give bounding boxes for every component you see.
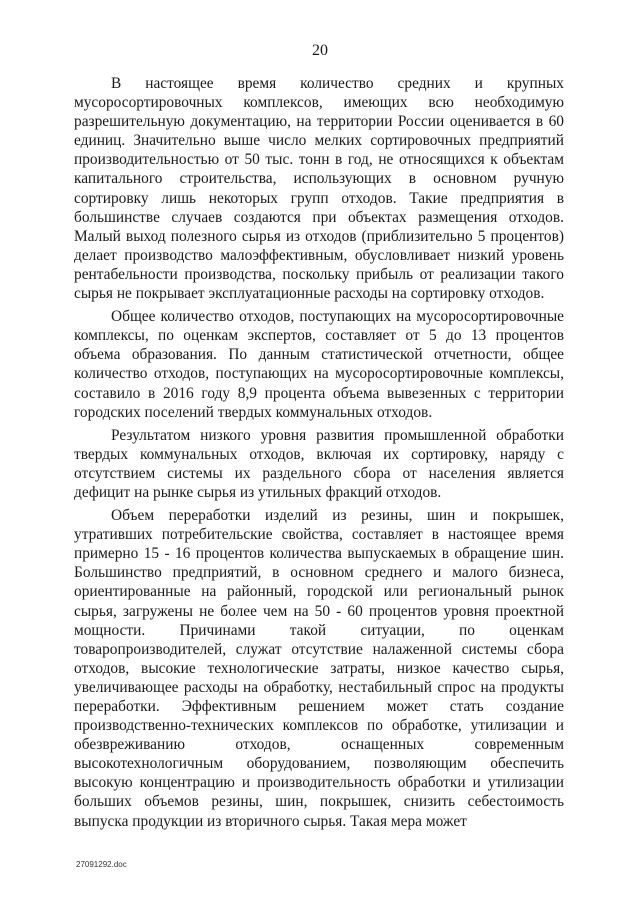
document-body (74, 74, 564, 835)
paragraph-raw-material-deficit: Результатом низкого уровня развития промышленной обработки твердых коммунальных отходов, включая их сортировку, наряду с отсутствием системы их раздельного сбора от населения является дефицит на рынке сырья из утильных фракций отходов. (74, 426, 564, 501)
paragraph-waste-sorting-complexes: В настоящее время количество средних и крупных мусоросортировочных комплексов, имеющих всю необходимую разрешительную документацию, на территории России оценивается в 60 единиц. Значительно выше число мелких сортировочных предприятий производительностью от 50 тыс. тонн в год, не относящихся к объектам капитального строительства, использующих в основном ручную сортировку лишь некоторых групп отходов. Такие предприятия в большинстве случаев создаются при объектах размещения отходов. Малый выход полезного сырья из отходов (приблизительно 5 процентов) делает производство малоэффективным, обусловливает низкий уровень рентабельности производства, поскольку прибыль от реализации такого сырья не покрывает эксплуатационные расходы на сортировку отходов. (74, 75, 564, 303)
paragraph-waste-volume-statistics: Общее количество отходов, поступающих на мусоросортировочные комплексы, по оценкам экспертов, составляет от 5 до 13 процентов объема образования. По данным статистической отчетности, общее количество отходов, поступающих на мусоросортировочные комплексы, составило в 2016 году 8,9 процента объема вывезенных с территории городских поселений твердых коммунальных отходов. (74, 308, 564, 421)
paragraph-tire-recycling: Объем переработки изделий из резины, шин и покрышек, утративших потребительские свойства, составляет в настоящее время примерно 15 - 16 процентов количества выпускаемых в обращение шин. Большинство предприятий, в основном среднего и малого бизнеса, ориентированные на районный, городской или региональный рынок сырья, загружены не более чем на 50 - 60 процентов уровня проектной мощности. Причинами такой ситуации, по оценкам товаропроизводителей, служат отсутствие налаженной системы сбора отходов, высокие технологические затраты, низкое качество сырья, увеличивающее расходы на обработку, нестабильный спрос на продукты переработки. Эффективным решением может стать создание производственно-технических комплексов по обработке, утилизации и обезвреживанию отходов, оснащенных современным высокотехнологичным оборудованием, позволяющим обеспечить высокую концентрацию и производительность обработки и утилизации больших объемов резины, шин, покрышек, снизить себестоимость выпуска продукции из вторичного сырья. Такая мера может (74, 507, 564, 830)
page-number: 20 (312, 42, 328, 59)
document-filename: 27091292.doc (76, 860, 127, 869)
